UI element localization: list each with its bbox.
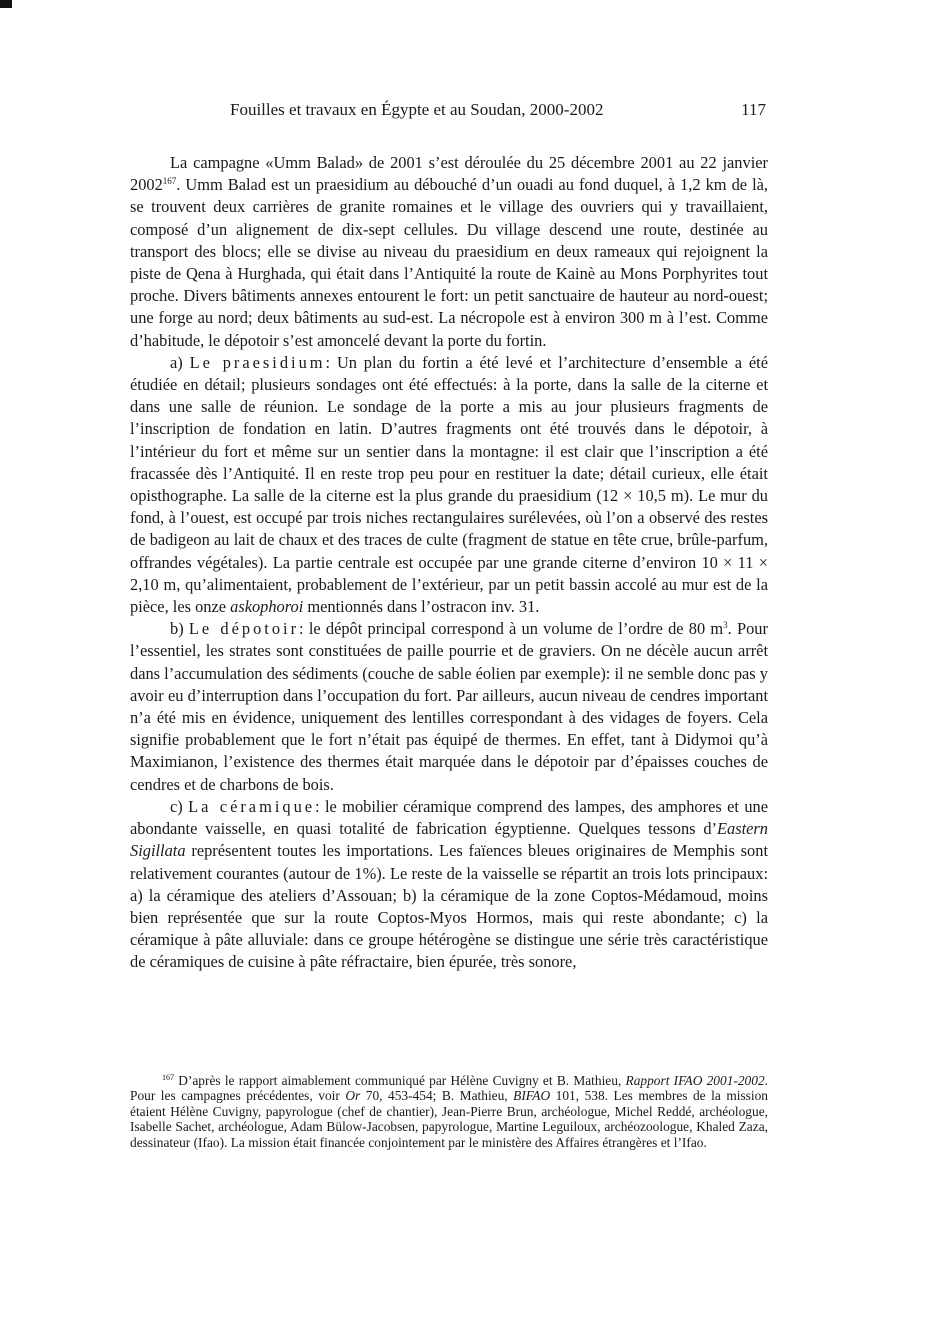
footnote-text-3: 70, 453-454; B. Mathieu, <box>360 1088 514 1104</box>
footnote-text-1: D’après le rapport aimablement communiqué par Hélène Cuvigny et B. Mathieu, <box>174 1073 626 1088</box>
cubic-superscript: 3 <box>723 620 728 631</box>
page-number: 117 <box>741 100 766 119</box>
footnote-italic-bifao: BIFAO <box>513 1088 551 1104</box>
depotoir-text-1: : le dépôt principal correspond à un volume de l’ordre de 80 m <box>299 619 724 639</box>
footnote-text-2: . Pour les campagnes précédentes, voir <box>130 1073 768 1104</box>
ceramique-text-2: représentent toutes les importations. Les faïences bleues originaires de Memphis sont relativement courantes (autour de 1%). Le reste de la vaisselle se répartit an trois lots principaux: a) la céramique des ateliers d’Assouan; b) la céramique de la zone Coptos-Médamoud, moins bien représentée que sur la route Coptos-Myos Hormos, mais qui reste abondante; c) la céramique à pâte alluviale: dans ce groupe hétérogène se distingue une série très caractéristique de céramiques de cuisine à pâte réfractaire, bien épurée, très sonore, <box>130 841 768 972</box>
paragraph-intro <box>130 152 768 352</box>
praesidium-text-2: mentionnés dans l’ostracon inv. 31. <box>303 597 540 617</box>
ceramique-text-1: : le mobilier céramique comprend des lampes, des amphores et une abondante vaisselle, en quasi totalité de fabrication égyptienne. Quelques tessons d’ <box>130 796 768 839</box>
main-text <box>130 152 768 974</box>
footnote-reference: 167 <box>162 176 177 187</box>
footnote-167 <box>130 1073 768 1150</box>
footnote-italic-rapport: Rapport IFAO 2001-2002 <box>625 1073 765 1088</box>
section-marker-a: a) <box>170 352 190 372</box>
term-eastern-sigillata: Eastern Sigillata <box>130 819 768 861</box>
footnote-italic-or: Or <box>345 1088 361 1104</box>
section-marker-c: c) <box>170 796 189 816</box>
intro-sentence-2: . Umm Balad est un praesidium au débouché d’un ouadi au fond duquel, à 1,2 km de là, se trouvent deux carrières de granite romaines et le village des ouvriers qui y travaillaient, composé d’un alignement de dix-sept cellules. Du village descend une route, destinée au transport des blocs; elle se divise au niveau du praesidium en deux rameaux qui rejoignent la piste de Qena à Hurghada, qui était dans l’Antiquité la route de Kainè au Mons Porphyrites tout proche. Divers bâtiments annexes entourent le fort: un petit sanctuaire de hauteur au nord-ouest; une forge au nord; deux bâtiments au sud-est. La nécropole est à environ 300 m à l’est. Comme d’habitude, le dépotoir s’est amoncelé devant la porte du fortin. <box>130 175 768 350</box>
footnote-number: 167 <box>162 1073 174 1082</box>
section-heading-ceramique: La céramique <box>188 796 316 816</box>
scan-corner-mark <box>0 0 12 8</box>
section-heading-depotoir: Le dépotoir <box>188 619 300 639</box>
running-head <box>130 100 768 124</box>
praesidium-text-1: : Un plan du fortin a été levé et l’architecture d’ensemble a été étudiée en détail; plusieurs sondages ont été effectués: à la porte, dans la salle de la citerne et dans une salle de réunion. Le sondage de la porte a mis au jour plusieurs fragments de l’inscription de fondation en latin. D’autres fragments ont été trouvés dans le dépotoir, à l’intérieur du fort et même sur un sentier dans la montagne: il est clair que l’inscription a été fracassée dès l’Antiquité. Il en reste trop peu pour en restituer la date; détail curieux, elle était opisthographe. La salle de la citerne est la plus grande du praesidium (12 × 10,5 m). Le mur du fond, à l’ouest, est occupé par trois niches rectangulaires surélevées, où l’on a observé des restes de badigeon au lait de chaux et des traces de culte (fragment de statue en tête crue, brûle-parfum, offrandes végétales). La partie centrale est occupée par une grande citerne d’environ 10 × 11 × 2,10 m, qu’alimentaient, probablement de l’extérieur, par un petit bassin accolé au mur est de la pièce, les onze <box>130 352 769 617</box>
paragraph-praesidium <box>130 352 768 618</box>
footnote-text-4: 101, 538. Les membres de la mission étaient Hélène Cuvigny, papyrologue (chef de chantier), Jean-Pierre Brun, archéologue, Michel Reddé, archéologue, Isabelle Sachet, archéologue, Adam Bülow-Jacobsen, papyrologue, Martine Leguiloux, archéozoologue, Khaled Zaza, dessinateur (Ifao). La mission était financée conjointement par le ministère des Affaires étrangères et l’Ifao. <box>130 1088 768 1150</box>
paragraph-depotoir <box>130 618 768 796</box>
term-askophoroi: askophoroi <box>230 597 304 617</box>
running-head-title: Fouilles et travaux en Égypte et au Soudan, 2000-2002 <box>230 100 604 119</box>
section-marker-b: b) <box>170 619 189 639</box>
intro-sentence-1: La campagne «Umm Balad» de 2001 s’est déroulée du 25 décembre 2001 au 22 janvier 2002 <box>130 153 768 195</box>
section-heading-praesidium: Le praesidium <box>189 352 326 372</box>
depotoir-text-2: . Pour l’essentiel, les strates sont constituées de paille pourrie et de graviers. On ne décèle aucun arrêt dans l’accumulation des sédiments (couche de sable éolien par exemple): il ne semble donc pas y avoir eu d’interruption dans l’occupation du fort. Par ailleurs, aucun niveau de cendres important n’a été mis en évidence, uniquement des lentilles correspondant à des vidages de foyers. Cela signifie probablement que le fort n’était pas équipé de thermes. En effet, tant à Didymoi qu’à Maximianon, l’existence des thermes était marquée dans le dépotoir par d’épaisses couches de cendres et de charbons de bois. <box>130 619 768 794</box>
paragraph-ceramique <box>130 796 768 974</box>
